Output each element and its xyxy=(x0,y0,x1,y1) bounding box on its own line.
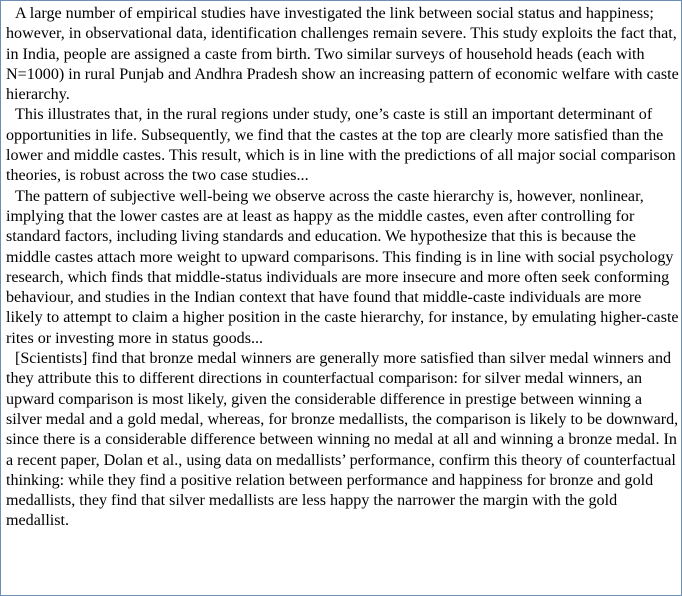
paragraph-3: The pattern of subjective well-being we observe across the caste hierarchy is, however, nonlinear, implying that the lower castes are at least as happy as the middle castes, even after controlling for standard factors, including living standards and education. We hypothesize that this is because the middle castes attach more weight to upward comparisons. This finding is in line with social psychology research, which finds that middle-status individuals are more insecure and more often seek conforming behaviour, and studies in the Indian context that have found that middle-caste individuals are more likely to attempt to claim a higher position in the caste hierarchy, for instance, by emulating higher-caste rites or investing more in status goods... xyxy=(6,187,679,347)
document-text xyxy=(6,4,679,532)
paragraph-4: [Scientists] find that bronze medal winners are generally more satisfied than silver medal winners and they attribute this to different directions in counterfactual comparison: for silver medal winners, an upward comparison is most likely, given the considerable difference in prestige between winning a silver medal and a gold medal, whereas, for bronze medallists, the comparison is likely to be downward, since there is a considerable difference between winning no medal at all and winning a bronze medal. In a recent paper, Dolan et al., using data on medallists’ performance, confirm this theory of counterfactual thinking: while they find a positive relation between performance and happiness for bronze and gold medallists, they find that silver medallists are less happy the narrower the margin with the gold medallist. xyxy=(6,350,679,530)
paragraph-1: A large number of empirical studies have investigated the link between social status and happiness; however, in observational data, identification challenges remain severe. This study exploits the fact that, in India, people are assigned a caste from birth. Two similar surveys of household heads (each with N=1000) in rural Punjab and Andhra Pradesh show an increasing pattern of economic welfare with caste hierarchy. xyxy=(6,5,679,104)
paragraph-2: This illustrates that, in the rural regions under study, one’s caste is still an important determinant of opportunities in life. Subsequently, we find that the castes at the top are clearly more satisfied than the lower and middle castes. This result, which is in line with the predictions of all major social comparison theories, is robust across the two case studies... xyxy=(6,106,676,185)
